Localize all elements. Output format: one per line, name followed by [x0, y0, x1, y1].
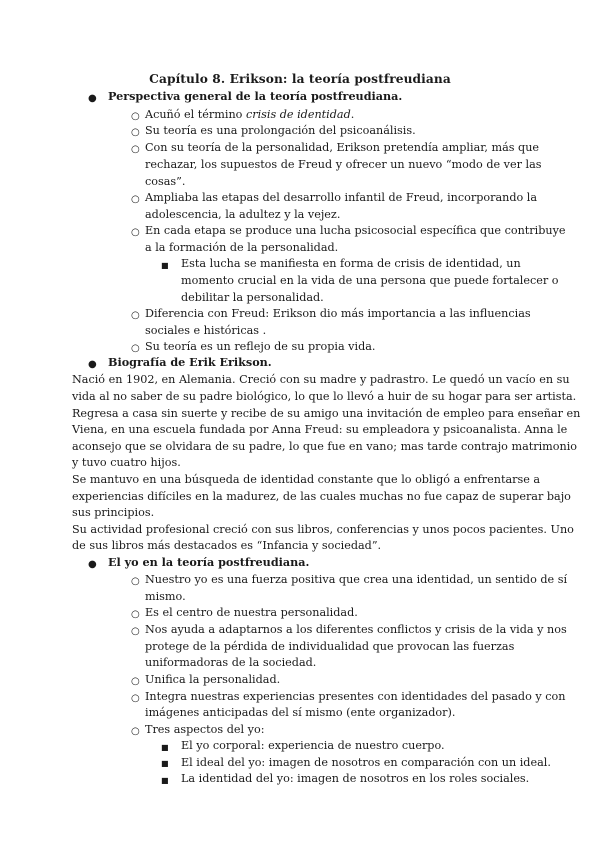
list-item-line: Tres aspectos del yo:: [145, 723, 265, 736]
list-item-line: Nuestro yo es una fuerza positiva que crea una identidad, un sentido de sí: [145, 573, 568, 586]
list-item: Su teoría es un reflejo de su propia vida.: [145, 340, 376, 353]
sub-list-item-line: momento crucial en la vida de una persona que puede fortalecer o: [181, 274, 559, 287]
circle-bullet-icon: ○: [131, 676, 140, 687]
square-bullet-icon: ■: [161, 743, 169, 752]
paragraph-line: aconsejo que se olvidara de su padre, lo que fue en vano; mas tarde contrajo matrimonio: [72, 440, 578, 453]
page-title: Capítulo 8. Erikson: la teoría postfreudiana: [149, 72, 451, 86]
bullet-icon: ●: [88, 559, 97, 570]
paragraph-line: Su actividad profesional creció con sus libros, conferencias y unos pocos pacientes. Uno: [72, 523, 574, 536]
paragraph-line: Regresa a casa sin suerte y recibe de su amigo una invitación de empleo para enseñar en: [72, 407, 581, 420]
paragraph-line: y tuvo cuatro hijos.: [72, 456, 181, 469]
list-item: [145, 106, 354, 124]
item-text: .: [350, 108, 355, 121]
list-item-line: protege de la pérdida de individualidad que provocan las fuerzas: [145, 640, 515, 653]
bullet-icon: ●: [88, 359, 97, 370]
list-item-line: uniformadoras de la sociedad.: [145, 656, 317, 669]
circle-bullet-icon: ○: [131, 144, 140, 155]
paragraph-line: experiencias difíciles en la madurez, de las cuales muchas no fue capaz de superar bajo: [72, 490, 571, 503]
paragraph-line: Viena, en una escuela fundada por Anna Freud: su empleadora y psicoanalista. Anna le: [72, 423, 568, 436]
paragraph-line: Nació en 1902, en Alemania. Creció con su madre y padrastro. Le quedó un vacío en su: [72, 373, 570, 386]
list-item-line: Unifica la personalidad.: [145, 673, 281, 686]
sub-list-item: El yo corporal: experiencia de nuestro cuerpo.: [181, 739, 445, 752]
paragraph-line: de sus libros más destacados es “Infancia y sociedad”.: [72, 539, 382, 552]
list-item-line: mismo.: [145, 590, 186, 603]
paragraph-line: Se mantuvo en una búsqueda de identidad constante que lo obligó a enfrentarse a: [72, 473, 541, 486]
list-item-line: Con su teoría de la personalidad, Erikson pretendía ampliar, más que: [145, 141, 540, 154]
circle-bullet-icon: ○: [131, 194, 140, 205]
list-item-line: Diferencia con Freud: Erikson dio más importancia a las influencias: [145, 307, 531, 320]
list-item-line: cosas”.: [145, 175, 186, 188]
sub-list-item-line: Esta lucha se manifiesta en forma de crisis de identidad, un: [181, 257, 521, 270]
list-item-line: Es el centro de nuestra personalidad.: [145, 606, 358, 619]
circle-bullet-icon: ○: [131, 726, 140, 737]
circle-bullet-icon: ○: [131, 343, 140, 354]
bullet-icon: ●: [88, 93, 97, 104]
list-item-line: a la formación de la personalidad.: [145, 241, 339, 254]
circle-bullet-icon: ○: [131, 576, 140, 587]
list-item-line: En cada etapa se produce una lucha psicosocial específica que contribuye: [145, 224, 566, 237]
paragraph-line: sus principios.: [72, 506, 155, 519]
square-bullet-icon: ■: [161, 759, 169, 768]
section-heading-perspectiva: Perspectiva general de la teoría postfreudiana.: [108, 89, 403, 103]
circle-bullet-icon: ○: [131, 310, 140, 321]
square-bullet-icon: ■: [161, 776, 169, 785]
circle-bullet-icon: ○: [131, 626, 140, 637]
item-text: Acuñó el término: [145, 108, 246, 121]
section-heading-el-yo: El yo en la teoría postfreudiana.: [108, 555, 310, 569]
sub-list-item: El ideal del yo: imagen de nosotros en comparación con un ideal.: [181, 756, 551, 769]
square-bullet-icon: ■: [161, 261, 169, 270]
paragraph-line: vida al no saber de su padre biológico, lo que lo llevó a huir de su hogar para ser artista.: [72, 390, 577, 403]
section-heading-biografia: Biografía de Erik Erikson.: [108, 355, 272, 369]
circle-bullet-icon: ○: [131, 127, 140, 138]
list-item-line: Integra nuestras experiencias presentes con identidades del pasado y con: [145, 690, 566, 703]
list-item-line: adolescencia, la adultez y la vejez.: [145, 208, 341, 221]
item-emphasis: crisis de identidad: [245, 108, 351, 121]
list-item-line: sociales e históricas .: [145, 324, 267, 337]
list-item: Su teoría es una prolongación del psicoanálisis.: [145, 124, 416, 137]
list-item-line: rechazar, los supuestos de Freud y ofrecer un nuevo “modo de ver las: [145, 158, 542, 171]
sub-list-item: La identidad del yo: imagen de nosotros en los roles sociales.: [181, 772, 530, 785]
circle-bullet-icon: ○: [131, 111, 140, 122]
circle-bullet-icon: ○: [131, 227, 140, 238]
circle-bullet-icon: ○: [131, 693, 140, 704]
list-item-line: Nos ayuda a adaptarnos a los diferentes conflictos y crisis de la vida y nos: [145, 623, 567, 636]
list-item-line: imágenes anticipadas del sí mismo (ente organizador).: [145, 706, 456, 719]
circle-bullet-icon: ○: [131, 609, 140, 620]
sub-list-item-line: debilitar la personalidad.: [181, 291, 324, 304]
list-item-line: Ampliaba las etapas del desarrollo infantil de Freud, incorporando la: [145, 191, 538, 204]
